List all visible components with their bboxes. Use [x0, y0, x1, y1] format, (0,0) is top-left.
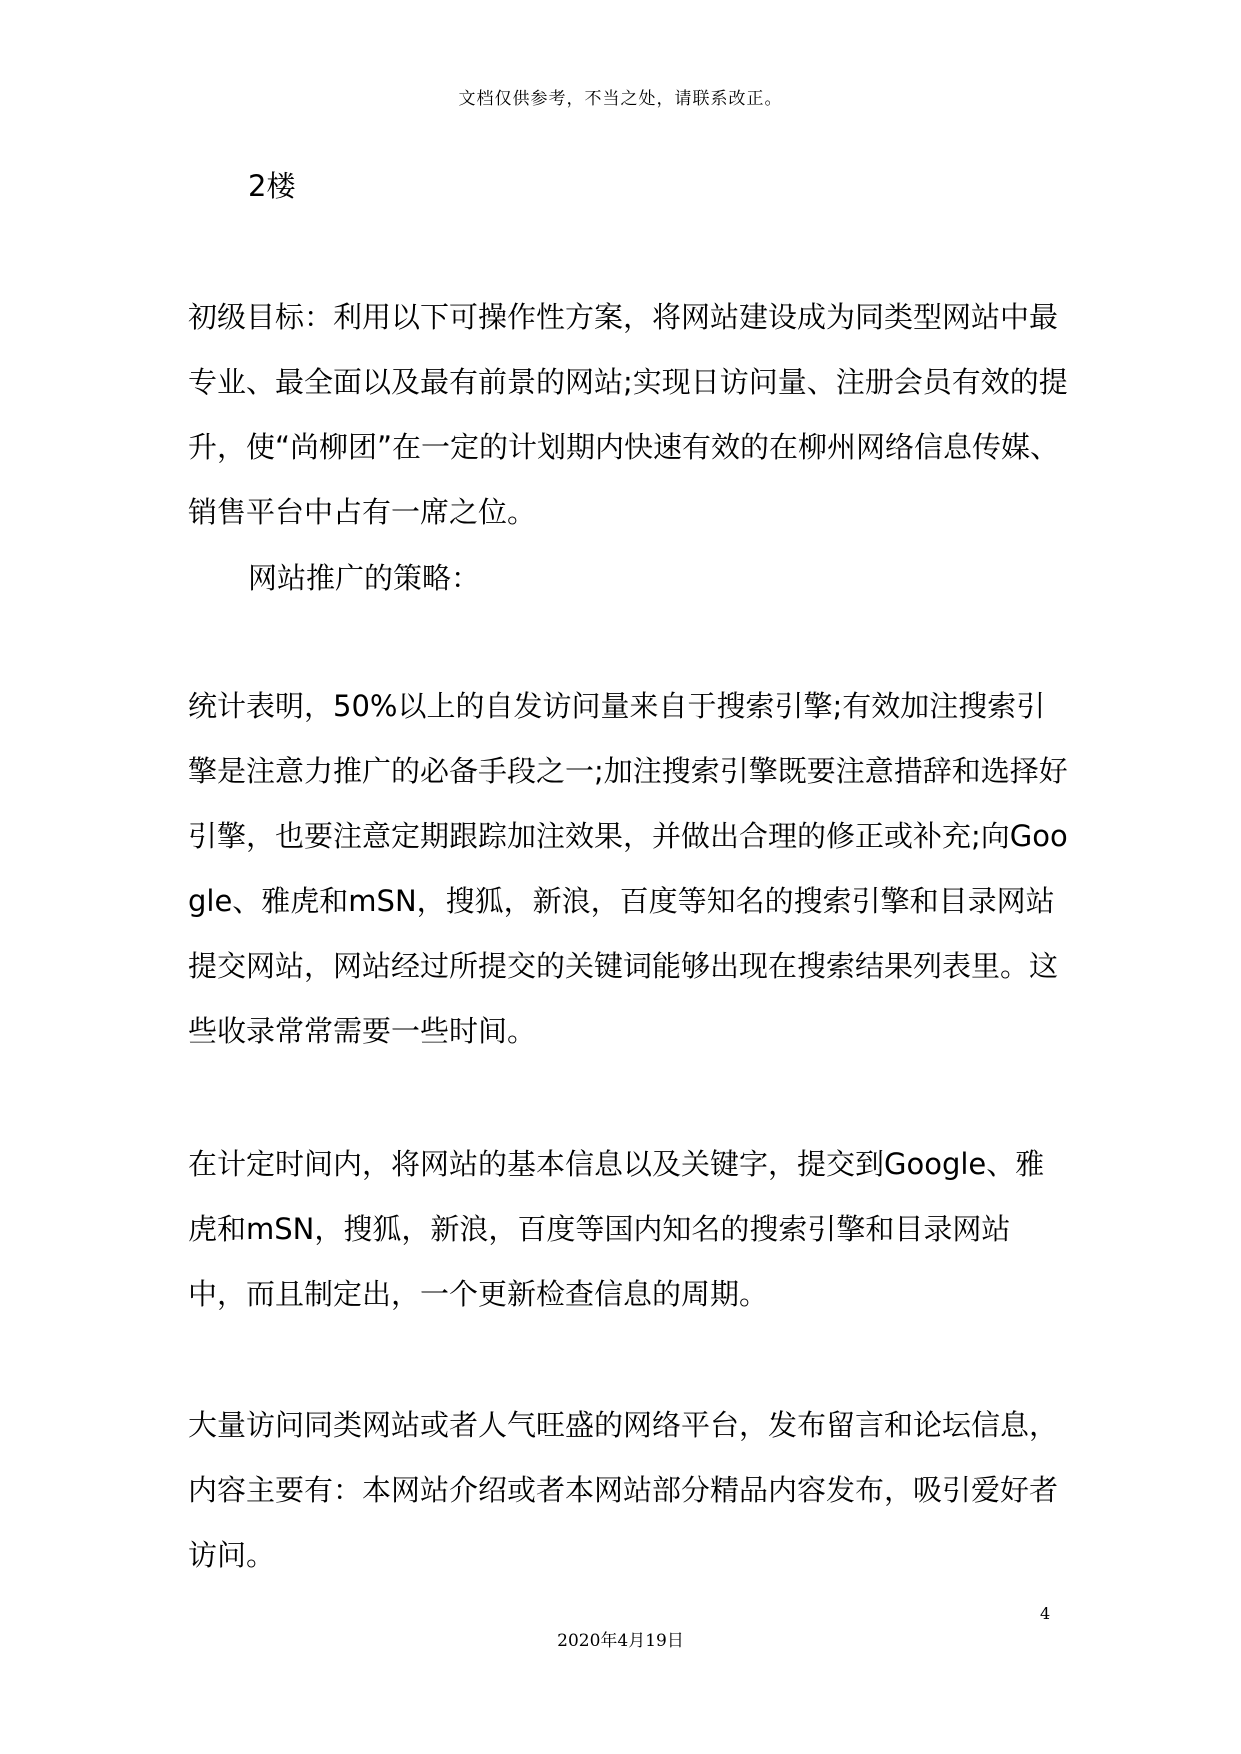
paragraph-forum-posting: 大量访问同类网站或者人气旺盛的网络平台，发布留言和论坛信息，内容主要有：本网站介绍或者本网站部分精品内容发布，吸引爱好者访问。 — [188, 1408, 1059, 1572]
floor-heading: 2楼 — [248, 169, 296, 203]
footer-date: 2020年4月19日 — [557, 1631, 684, 1651]
page-header-note: 文档仅供参考，不当之处，请联系改正。 — [458, 89, 783, 109]
page-number: 4 — [1040, 1604, 1051, 1623]
paragraph-submission-plan: 在计定时间内，将网站的基本信息以及关键字，提交到Google、雅虎和mSN，搜狐，新浪，百度等国内知名的搜索引擎和目录网站中，而且制定出，一个更新检查信息的周期。 — [188, 1147, 1045, 1311]
paragraph-search-engine: 统计表明，50%以上的自发访问量来自于搜索引擎;有效加注搜索引擎是注意力推广的必备手段之一;加注搜索引擎既要注意措辞和选择好引擎，也要注意定期跟踪加注效果，并做出合理的修正或补充;向Google、雅虎和mSN，搜狐，新浪，百度等知名的搜索引擎和目录网站提交网站，网站经过所提交的关键词能够出现在搜索结果列表里。这些收录常常需要一些时间。 — [188, 689, 1068, 1048]
paragraph-strategy-heading: 网站推广的策略： — [248, 561, 481, 595]
paragraph-goal: 初级目标：利用以下可操作性方案，将网站建设成为同类型网站中最专业、最全面以及最有前景的网站;实现日访问量、注册会员有效的提升，使“尚柳团”在一定的计划期内快速有效的在柳州网络信息传媒、销售平台中占有一席之位。 — [188, 300, 1068, 529]
